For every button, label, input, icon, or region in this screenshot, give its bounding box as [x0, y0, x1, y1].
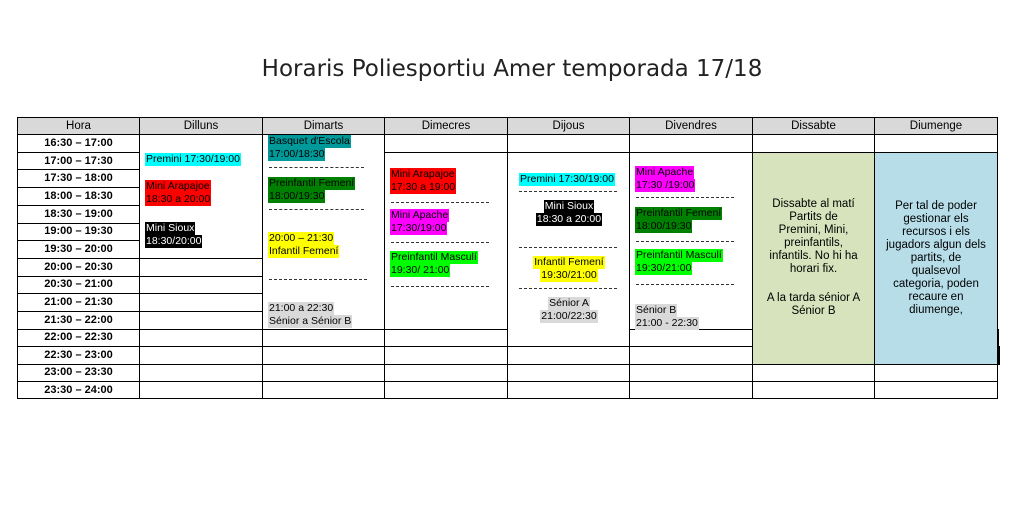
hour-cell: 17:30 – 18:00 [18, 170, 140, 188]
empty-cell [140, 347, 263, 364]
divider [269, 209, 364, 210]
dissabte-text: Partits de [789, 211, 838, 224]
dijous-sioux: Mini Sioux 18:30 a 20:00 [536, 199, 602, 225]
empty-cell [630, 329, 753, 346]
empty-cell [508, 381, 630, 398]
diumenge-text: partits, de [910, 251, 962, 264]
divendres-apache: Mini Apache 17:30 /19:00 [636, 165, 695, 191]
empty-cell [875, 381, 998, 398]
hour-cell: 16:30 – 17:00 [18, 135, 140, 152]
header-dilluns: Dilluns [140, 118, 263, 135]
dimarts-preinfantil: Preinfantil Femení 18:00/19:30 [269, 177, 355, 203]
empty-cell [263, 381, 385, 398]
header-row [18, 118, 1000, 135]
header-divendres: Divendres [630, 118, 753, 135]
dilluns-premini: Premini 17:30/19:00 [146, 153, 240, 166]
divider [391, 242, 489, 243]
empty-cell [875, 135, 998, 152]
hour-cell: 19:30 – 20:00 [18, 241, 140, 259]
table-row [18, 364, 1000, 381]
empty-cell [140, 276, 263, 294]
dissabte-text: Sénior B [791, 305, 836, 318]
empty-cell [263, 329, 385, 346]
divider [391, 202, 489, 203]
empty-cell [508, 364, 630, 381]
empty-cell [385, 135, 508, 152]
header-diumenge: Diumenge [875, 118, 998, 135]
dimarts-senior: 21:00 a 22:30 Sénior a Sénior B [269, 302, 352, 328]
dissabte-cell [753, 152, 875, 364]
hour-cell: 23:00 – 23:30 [18, 364, 140, 381]
divider [636, 241, 734, 242]
hour-cell: 17:00 – 17:30 [18, 152, 140, 170]
header-dimecres: Dimecres [385, 118, 508, 135]
hour-cell: 18:30 – 19:00 [18, 205, 140, 223]
empty-cell [630, 347, 753, 364]
dijous-infantil: Infantil Femení 19:30/21:00 [534, 255, 604, 281]
dimarts-infantil: 20:00 – 21:30 Infantil Femení [269, 232, 339, 258]
header-dijous: Dijous [508, 118, 630, 135]
empty-cell [875, 364, 998, 381]
dissabte-text: A la tarda sénior A [766, 292, 861, 305]
diumenge-text: diumenge, [909, 303, 963, 316]
empty-cell [999, 347, 1000, 364]
divider [519, 247, 617, 248]
divider [636, 284, 734, 285]
table-row [18, 135, 1000, 152]
hour-cell: 21:00 – 21:30 [18, 294, 140, 312]
empty-cell [508, 347, 630, 364]
empty-cell [140, 329, 263, 346]
empty-cell [140, 311, 263, 329]
header-hora: Hora [18, 118, 140, 135]
hour-cell: 22:30 – 23:00 [18, 347, 140, 364]
dijous-premini: Premini 17:30/19:00 [520, 172, 614, 185]
empty-cell [263, 364, 385, 381]
empty-cell [630, 135, 753, 152]
diumenge-cell [875, 152, 998, 364]
empty-cell [140, 381, 263, 398]
dissabte-text: horari fix. [789, 263, 838, 276]
diumenge-text: jugadors algun dels [886, 238, 986, 251]
header-dimarts: Dimarts [263, 118, 385, 135]
divider [519, 191, 617, 192]
empty-cell [630, 381, 753, 398]
dilluns-arapajoe: Mini Arapajoe 18:30 a 20:00 [146, 180, 211, 206]
empty-cell [140, 294, 263, 312]
empty-cell [385, 381, 508, 398]
empty-cell [385, 347, 508, 364]
diumenge-text: recaure en [908, 290, 964, 303]
hour-cell: 19:00 – 19:30 [18, 223, 140, 241]
divider [636, 197, 734, 198]
hour-cell: 20:30 – 21:00 [18, 276, 140, 294]
divendres-preinfantil-femeni: Preinfantil Femení 18:00/19:30 [636, 206, 722, 232]
diumenge-text: Per tal de poder [895, 199, 977, 212]
divider [391, 286, 489, 287]
header-dissabte: Dissabte [753, 118, 875, 135]
dimarts-cell [263, 135, 385, 329]
diumenge-text: qualsevol [911, 264, 961, 277]
empty-cell [753, 364, 875, 381]
divendres-cell [630, 152, 753, 329]
dissabte-text: Dissabte al matí [772, 198, 855, 211]
dimarts-basquet: Basquet d'Escola 17:00/18:30 [269, 135, 350, 161]
empty-cell [385, 329, 508, 346]
empty-cell [998, 329, 999, 346]
empty-cell [508, 135, 630, 152]
spacer [757, 276, 870, 292]
empty-cell [140, 258, 263, 276]
table-row [18, 381, 1000, 398]
dijous-senior: Sénior A 21:00/22:30 [541, 296, 597, 322]
hour-cell: 22:00 – 22:30 [18, 329, 140, 346]
dimecres-apache: Mini Apache 17:30/19:00 [391, 208, 449, 234]
empty-cell [753, 135, 875, 152]
hour-cell: 20:00 – 20:30 [18, 258, 140, 276]
hour-cell: 21:30 – 22:00 [18, 311, 140, 329]
empty-cell [385, 364, 508, 381]
empty-cell [753, 381, 875, 398]
empty-cell [630, 364, 753, 381]
dijous-cell [508, 152, 630, 346]
dilluns-sioux: Mini Sioux 18:30/20:00 [146, 222, 202, 248]
divendres-senior: Sénior B 21:00 - 22:30 [636, 303, 698, 329]
empty-cell [140, 364, 263, 381]
dissabte-text: infantils. No hi ha [769, 250, 858, 263]
hour-cell: 18:00 – 18:30 [18, 188, 140, 206]
schedule-table [17, 117, 1000, 399]
dissabte-text: Premini, Mini, [778, 224, 849, 237]
divider [519, 288, 617, 289]
dimecres-preinfantil: Preinfantil Masculí 19:30/ 21:00 [391, 250, 477, 276]
diumenge-text: gestionar els [903, 212, 969, 225]
divendres-preinfantil-masculi: Preinfantil Masculí 19:30/21:00 [636, 248, 722, 274]
diumenge-text: recursos i els [902, 225, 970, 238]
diumenge-text: categoria, poden [893, 277, 979, 290]
hour-cell: 23:30 – 24:00 [18, 381, 140, 398]
divider [269, 279, 367, 280]
dimecres-cell [385, 152, 508, 329]
divider [269, 167, 364, 168]
dilluns-cell [140, 135, 263, 259]
page-title: Horaris Poliesportiu Amer temporada 17/18 [261, 56, 763, 82]
dimecres-arapajoe: Mini Arapajoe 17:30 a 19:00 [391, 167, 456, 193]
dissabte-text: preinfantils, [784, 237, 843, 250]
empty-cell [263, 347, 385, 364]
